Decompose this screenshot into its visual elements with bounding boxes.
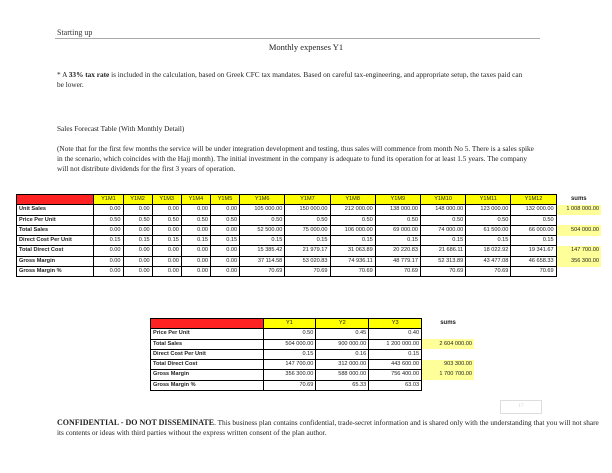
table-cell: 0.15 (330, 236, 375, 246)
table-cell: 0.15 (240, 236, 285, 246)
table-cell: 0.00 (181, 267, 210, 277)
column-header: Y1M9 (375, 195, 420, 205)
table-cell: 70.69 (420, 267, 465, 277)
header-divider (55, 38, 540, 39)
table-cell: 0.50 (263, 329, 316, 339)
sum-cell (422, 329, 475, 339)
row-label: Direct Cost Per Unit (151, 349, 264, 359)
table-cell: 0.50 (210, 215, 239, 225)
row-label: Gross Margin % (151, 380, 264, 390)
table-cell: 0.50 (511, 215, 556, 225)
table-cell: 0.00 (94, 267, 123, 277)
page-number: 17 (500, 400, 542, 414)
table-cell: 0.15 (511, 236, 556, 246)
table-row (151, 380, 475, 390)
table-cell: 0.15 (420, 236, 465, 246)
table-cell: 1 200 000.00 (369, 339, 422, 349)
table-row (17, 256, 602, 266)
table-row (17, 205, 602, 215)
table-cell: 0.50 (466, 215, 511, 225)
table-cell: 61 500.00 (466, 225, 511, 235)
table-cell: 0.50 (330, 215, 375, 225)
sum-cell: 2 604 000.00 (422, 339, 475, 349)
table-cell: 20 220.83 (375, 246, 420, 256)
table-cell: 443 600.00 (369, 360, 422, 370)
monthly-forecast-table (16, 194, 602, 277)
column-header: Y1M4 (181, 195, 210, 205)
table-cell: 0.00 (94, 225, 123, 235)
table-cell: 504 000.00 (263, 339, 316, 349)
row-label: Direct Cost Per Unit (17, 236, 94, 246)
table-cell: 69 000.00 (375, 225, 420, 235)
table-row (151, 349, 475, 359)
table-cell: 0.50 (123, 215, 152, 225)
sum-cell (422, 380, 475, 390)
column-header: Y1M5 (210, 195, 239, 205)
row-label: Total Direct Cost (17, 246, 94, 256)
table-cell: 0.15 (369, 349, 422, 359)
forecast-note: (Note that for the first few months the service will be under integration development and testing, thus sales will commence from month No 5. There is a sales spike in the scenario, which coincides with the Hajj month). The initial investment in the company is adequate to fund its operation for at least 1.5 years. The company will not distribute dividends for the first 3 years of operation. (57, 144, 534, 173)
row-label: Unit Sales (17, 205, 94, 215)
confidential-text: . This business plan contains confidential, trade-secret information and is shared only with the understanding that you will not share its contents or ideas with third parties without the express written consent of the plan author. (57, 418, 599, 437)
table-cell: 138 000.00 (375, 205, 420, 215)
tax-rate-label: tax rate (85, 70, 110, 79)
table-cell: 0.00 (123, 256, 152, 266)
table-cell: 21 979.17 (285, 246, 330, 256)
table-cell: 65.33 (316, 380, 369, 390)
table-cell: 0.00 (152, 267, 181, 277)
table-cell: 0.50 (152, 215, 181, 225)
column-header: Y1M12 (511, 195, 556, 205)
table-cell: 0.00 (123, 205, 152, 215)
table-cell: 52 313.89 (420, 256, 465, 266)
row-label: Gross Margin % (17, 267, 94, 277)
table-cell: 148 000.00 (420, 205, 465, 215)
sum-cell: 903 300.00 (422, 360, 475, 370)
table-cell: 588 000.00 (316, 370, 369, 380)
table-cell: 0.15 (375, 236, 420, 246)
sum-cell (422, 349, 475, 359)
table-row (151, 360, 475, 370)
tax-note-text: is included in the calculation, based on Greek CFC tax mandates. Based on careful tax-engineering, and appropriate setup, the taxes paid can be lower. (57, 70, 523, 89)
table-cell: 74 000.00 (420, 225, 465, 235)
table-cell: 0.45 (316, 329, 369, 339)
row-label: Price Per Unit (17, 215, 94, 225)
table-cell: 0.15 (94, 236, 123, 246)
table-cell: 70.69 (466, 267, 511, 277)
row-label: Total Direct Cost (151, 360, 264, 370)
page-title: Monthly expenses Y1 (268, 42, 344, 52)
table-cell: 0.00 (94, 256, 123, 266)
table-cell: 0.15 (263, 349, 316, 359)
table-cell: 0.15 (152, 236, 181, 246)
table-cell: 75 000.00 (285, 225, 330, 235)
table-cell: 63.03 (369, 380, 422, 390)
table-cell: 0.00 (123, 267, 152, 277)
table-row (17, 225, 602, 235)
monthly-corner-cell: Year 1 (17, 195, 94, 205)
table-cell: 21 686.11 (420, 246, 465, 256)
table-cell: 19 341.67 (511, 246, 556, 256)
yearly-corner-cell: Unit Sales (151, 319, 264, 329)
table-cell: 66 000.00 (511, 225, 556, 235)
table-cell: 0.50 (181, 215, 210, 225)
table-cell: 0.50 (420, 215, 465, 225)
table-cell: 0.00 (210, 256, 239, 266)
table-cell: 0.40 (369, 329, 422, 339)
table-cell: 0.00 (181, 225, 210, 235)
table-row (151, 329, 475, 339)
table-cell: 0.16 (316, 349, 369, 359)
table-cell: 70.69 (263, 380, 316, 390)
table-cell: 48 779.17 (375, 256, 420, 266)
sum-cell: 1 700 700.00 (422, 370, 475, 380)
table-cell: 0.50 (94, 215, 123, 225)
table-cell: 70.69 (240, 267, 285, 277)
table-cell: 756 400.00 (369, 370, 422, 380)
table-cell: 70.69 (375, 267, 420, 277)
sum-cell: 356 300.00 (556, 256, 601, 266)
table-cell: 18 022.92 (466, 246, 511, 256)
table-cell: 0.00 (123, 246, 152, 256)
table-row (17, 236, 602, 246)
table-cell: 212 000.00 (330, 205, 375, 215)
table-cell: 147 700.00 (263, 360, 316, 370)
sum-cell (556, 236, 601, 246)
table-cell: 70.69 (285, 267, 330, 277)
column-header: Y1M8 (330, 195, 375, 205)
table-cell: 0.00 (210, 246, 239, 256)
table-row (17, 246, 602, 256)
table-cell: 53 020.83 (285, 256, 330, 266)
yearly-header-row (151, 319, 475, 329)
confidential-label: CONFIDENTIAL - DO NOT DISSEMINATE (57, 418, 215, 427)
row-label: Total Sales (151, 339, 264, 349)
table-cell: 0.00 (181, 205, 210, 215)
table-cell: 46 658.33 (511, 256, 556, 266)
table-cell: 106 000.00 (330, 225, 375, 235)
table-cell: 70.69 (511, 267, 556, 277)
sum-cell (556, 215, 601, 225)
table-cell: 150 000.00 (285, 205, 330, 215)
table-cell: 52 500.00 (240, 225, 285, 235)
sum-cell: 1 008 000.00 (556, 205, 601, 215)
column-header: Y3 (369, 319, 422, 329)
table-cell: 0.00 (94, 246, 123, 256)
table-cell: 70.69 (330, 267, 375, 277)
table-cell: 0.15 (210, 236, 239, 246)
column-header: Y1M7 (285, 195, 330, 205)
sum-cell (556, 267, 601, 277)
table-cell: 0.00 (210, 267, 239, 277)
table-cell: 0.00 (181, 256, 210, 266)
table-row (151, 339, 475, 349)
row-label: Total Sales (17, 225, 94, 235)
table-cell: 74 936.11 (330, 256, 375, 266)
monthly-header-row (17, 195, 602, 205)
table-cell: 0.50 (240, 215, 285, 225)
table-cell: 0.00 (152, 205, 181, 215)
table-cell: 132 000.00 (511, 205, 556, 215)
table-cell: 37 114.58 (240, 256, 285, 266)
table-cell: 0.00 (152, 246, 181, 256)
table-cell: 900 000.00 (316, 339, 369, 349)
column-header: Y1M11 (466, 195, 511, 205)
table-cell: 0.00 (94, 205, 123, 215)
table-cell: 15 385.42 (240, 246, 285, 256)
table-cell: 123 000.00 (466, 205, 511, 215)
table-cell: 0.50 (375, 215, 420, 225)
forecast-heading: Sales Forecast Table (With Monthly Detail) (57, 124, 185, 133)
tax-note (57, 70, 527, 90)
yearly-summary-table (150, 318, 475, 391)
table-cell: 312 000.00 (316, 360, 369, 370)
table-cell: 356 300.00 (263, 370, 316, 380)
column-header: Y1M6 (240, 195, 285, 205)
tax-rate: 33% (68, 70, 84, 79)
sum-cell: 147 700.00 (556, 246, 601, 256)
sums-header: sums (556, 195, 601, 205)
table-cell: 0.15 (285, 236, 330, 246)
table-cell: 31 063.89 (330, 246, 375, 256)
table-cell: 43 477.08 (466, 256, 511, 266)
confidential-notice (57, 418, 602, 438)
table-cell: 0.50 (285, 215, 330, 225)
table-cell: 0.15 (466, 236, 511, 246)
table-cell: 0.00 (152, 225, 181, 235)
table-cell: 0.00 (210, 205, 239, 215)
sum-cell: 504 000.00 (556, 225, 601, 235)
table-row (17, 267, 602, 277)
column-header: Y1M1 (94, 195, 123, 205)
column-header: Y2 (316, 319, 369, 329)
table-cell: 105 000.00 (240, 205, 285, 215)
row-label: Gross Margin (17, 256, 94, 266)
table-cell: 0.00 (123, 225, 152, 235)
sums-header: sums (422, 319, 475, 329)
section-header: Starting up (57, 28, 93, 37)
tax-note-prefix: * A (57, 70, 69, 79)
column-header: Y1M2 (123, 195, 152, 205)
column-header: Y1 (263, 319, 316, 329)
table-cell: 0.15 (123, 236, 152, 246)
table-row (17, 215, 602, 225)
row-label: Gross Margin (151, 370, 264, 380)
table-cell: 0.00 (152, 256, 181, 266)
table-cell: 0.00 (181, 246, 210, 256)
column-header: Y1M10 (420, 195, 465, 205)
table-cell: 0.00 (210, 225, 239, 235)
table-cell: 0.15 (181, 236, 210, 246)
row-label: Price Per Unit (151, 329, 264, 339)
table-row (151, 370, 475, 380)
column-header: Y1M3 (152, 195, 181, 205)
